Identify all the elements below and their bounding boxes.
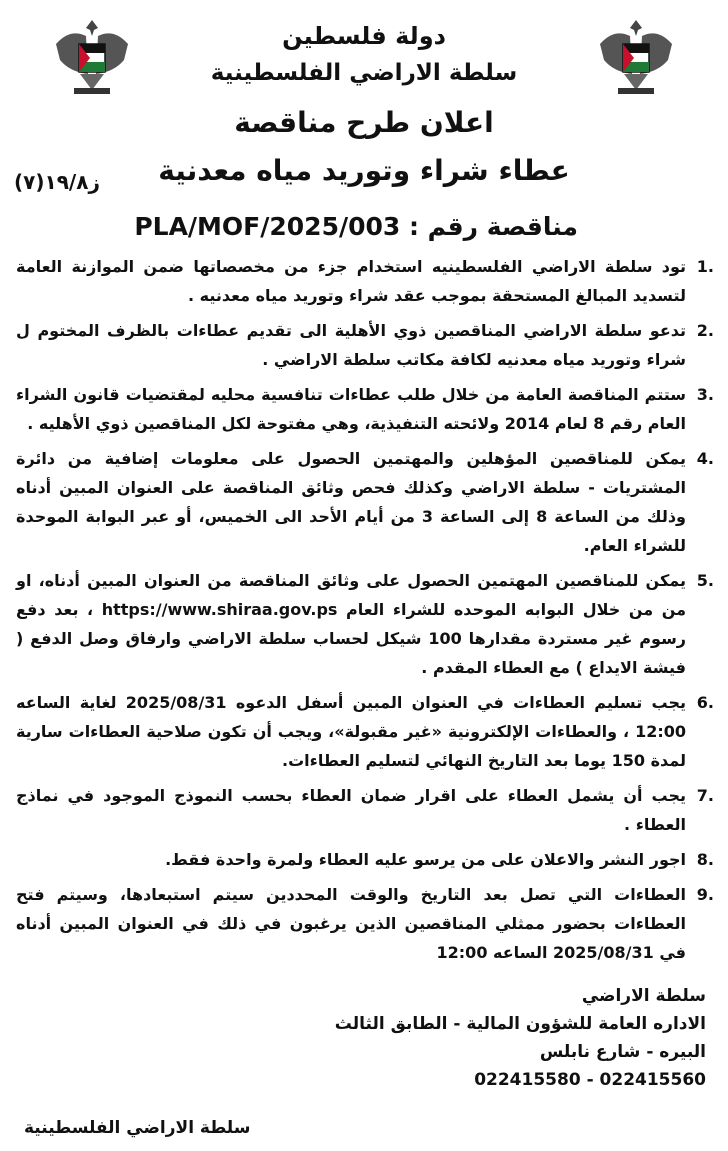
item-text: يجب تسليم العطاءات في العنوان المبين أسفل الدعوه 2025/08/31 لغاية الساعه 12:00 ، والعطاءات الإلكترونية «غير مقبولة»، ويجب أن تكون صلاحية العطاءات سارية لمدة 150 يوما بعد التاريخ النهائي لتسليم العطاءات. [16, 693, 686, 770]
list-item [16, 380, 714, 438]
announcement-title: اعلان طرح مناقصة [234, 106, 494, 139]
item-number: 5. [696, 571, 714, 590]
item-number: 1. [696, 257, 714, 276]
tender-subject: عطاء شراء وتوريد مياه معدنية [158, 154, 570, 187]
list-item [16, 845, 714, 874]
item-text: تدعو سلطة الاراضي المناقصين ذوي الأهلية الى تقديم عطاءات بالظرف المختوم ل شراء وتوريد مياه معدنيه لكافة مكاتب سلطة الاراضي . [16, 321, 686, 369]
reference-code: ز١٩/٨(٧) [14, 170, 100, 194]
country-title: دولة فلسطين [282, 22, 446, 50]
item-text: العطاءات التي تصل بعد التاريخ والوقت المحددين سيتم استبعادها، وسيتم فتح العطاءات بحضور ممثلي المناقصين الذين يرغبون في ذلك في العنوان المبين أدناه في 2025/08/31 الساعه 12:00 [16, 885, 686, 962]
authority-title: سلطة الاراضي الفلسطينية [210, 60, 518, 86]
list-item [16, 444, 714, 560]
item-text: يمكن للمناقصين المهتمين الحصول على وثائق المناقصة من العنوان المبين أدناه، او من من خلال البوابه الموحده للشراء العام https://www.shiraa.gov.ps ، بعد دفع رسوم غير مستردة مقدارها 100 شيكل لحساب سلطة الاراضي وارفاق وصل الدفع ( فيشة الايداع ) مع العطاء المقدم . [16, 571, 687, 677]
item-number: 8. [696, 850, 714, 869]
conditions-list [16, 252, 714, 973]
item-number: 7. [696, 786, 714, 805]
item-text: يجب أن يشمل العطاء على اقرار ضمان العطاء بحسب النموذج الموجود في نماذج العطاء . [16, 786, 686, 834]
list-item [16, 316, 714, 374]
list-item [16, 688, 714, 775]
item-number: 6. [696, 693, 714, 712]
list-item [16, 781, 714, 839]
signoff-location: البيره - شارع نابلس [539, 1042, 706, 1062]
signoff-phones: 022415580 - 022415560 [474, 1070, 706, 1090]
item-text: تود سلطة الاراضي الفلسطينيه استخدام جزء من مخصصاتها ضمن الموازنة العامة لتسديد المبالغ المستحقة بموجب عقد شراء وتوريد مياه معدنيه . [16, 257, 686, 305]
item-number: 4. [696, 449, 714, 468]
item-number: 9. [696, 885, 714, 904]
tender-number: مناقصة رقم : PLA/MOF/2025/003 [134, 212, 578, 241]
signoff-department: الاداره العامة للشؤون المالية - الطابق الثالث [334, 1014, 706, 1034]
contact-block [335, 982, 706, 1094]
list-item [16, 880, 714, 967]
signoff-org: سلطة الاراضي [581, 986, 706, 1006]
item-number: 2. [696, 321, 714, 340]
list-item [16, 252, 714, 310]
list-item [16, 566, 714, 682]
item-text: اجور النشر والاعلان على من يرسو عليه العطاء ولمرة واحدة فقط. [165, 850, 686, 869]
footer-authority: سلطة الاراضي الفلسطينية [24, 1118, 251, 1138]
item-text: ستتم المناقصة العامة من خلال طلب عطاءات تنافسية محليه لمقتضيات قانون الشراء العام رقم 8 لعام 2014 ولائحته التنفيذية، وهي مفتوحة لكل المناقصين ذوي الأهليه . [16, 385, 686, 433]
item-text: يمكن للمناقصين المؤهلين والمهتمين الحصول على معلومات إضافية من دائرة المشتريات - سلطة الاراضي وكذلك فحص وثائق المناقصة على العنوان المبين أدناه وذلك من الساعة 8 إلى الساعة 3 من أيام الأحد الى الخميس، أو عبر البوابة الموحدة للشراء العام. [16, 449, 686, 555]
item-number: 3. [696, 385, 714, 404]
